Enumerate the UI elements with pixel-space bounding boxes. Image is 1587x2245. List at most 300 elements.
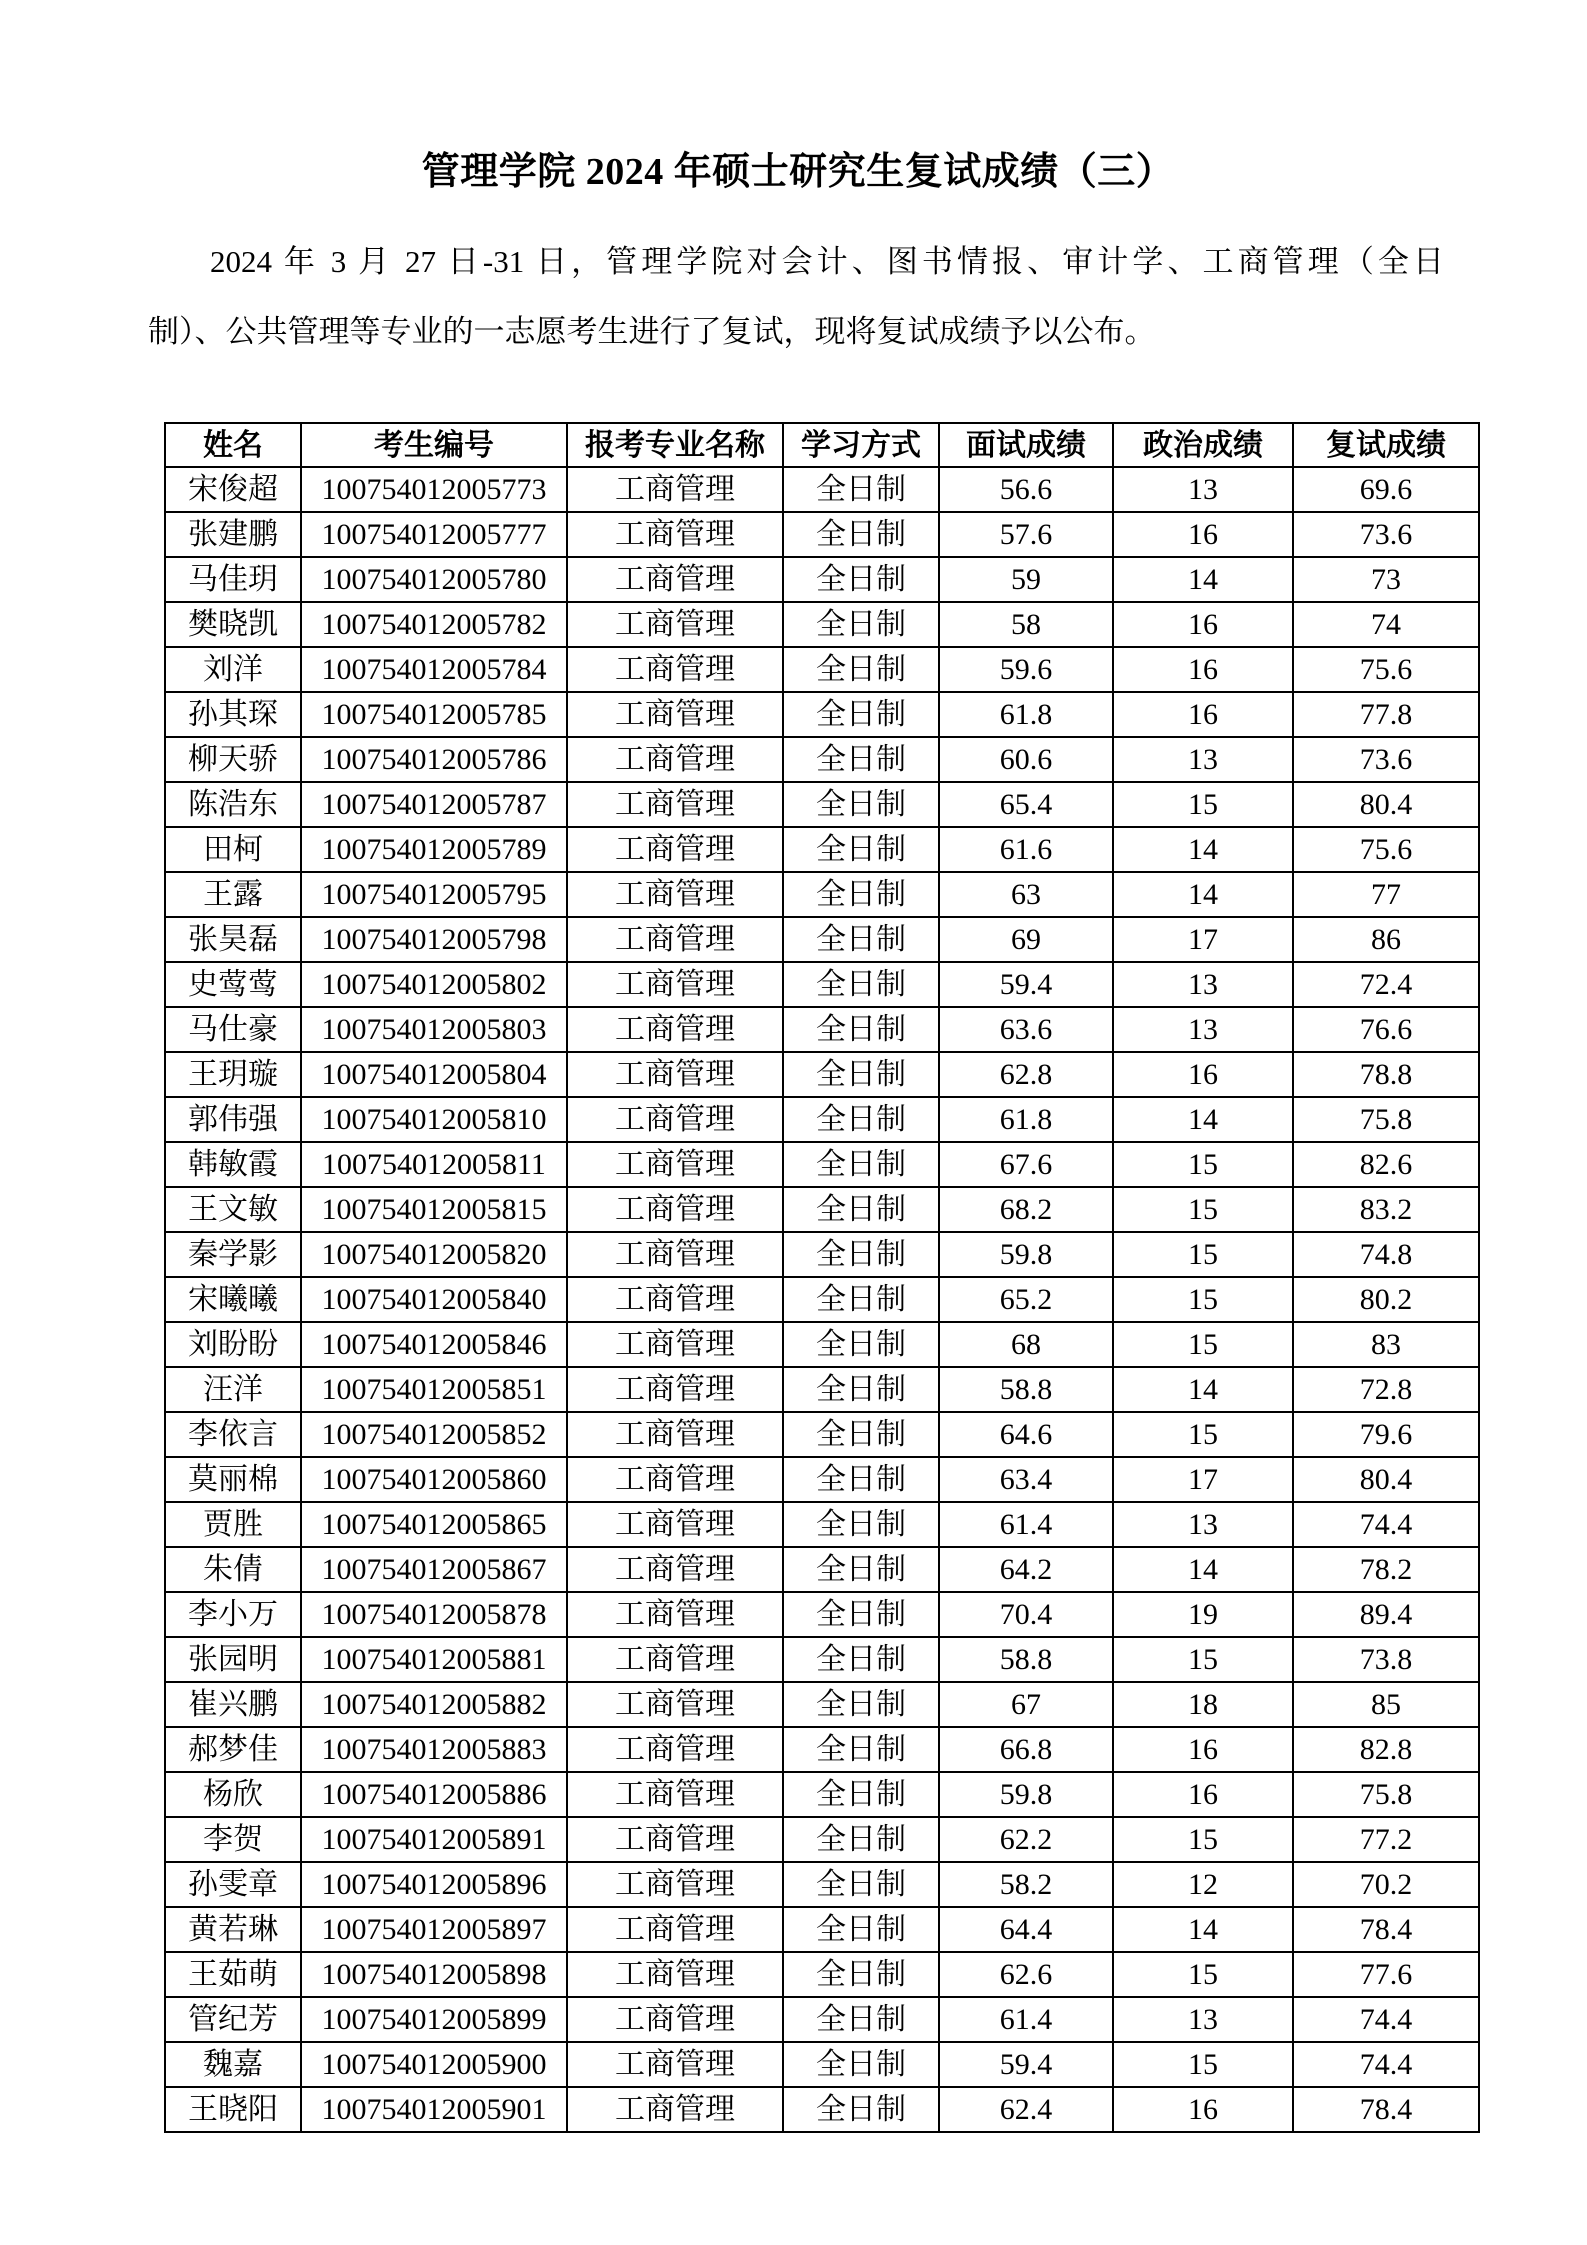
cell-politics-score: 12: [1113, 1862, 1293, 1907]
cell-candidate-id: 100754012005795: [301, 872, 567, 917]
cell-name: 张园明: [165, 1637, 301, 1682]
cell-major: 工商管理: [567, 1592, 783, 1637]
cell-name: 孙其琛: [165, 692, 301, 737]
cell-study-mode: 全日制: [783, 2087, 939, 2132]
cell-candidate-id: 100754012005782: [301, 602, 567, 647]
intro-paragraph: [148, 227, 1444, 367]
cell-study-mode: 全日制: [783, 1367, 939, 1412]
cell-retest-score: 80.4: [1293, 782, 1479, 827]
cell-interview-score: 59.8: [939, 1232, 1113, 1277]
cell-interview-score: 62.2: [939, 1817, 1113, 1862]
cell-study-mode: 全日制: [783, 1142, 939, 1187]
table-row: [165, 782, 1479, 827]
cell-retest-score: 74.4: [1293, 1997, 1479, 2042]
cell-name: 贾胜: [165, 1502, 301, 1547]
table-row: [165, 872, 1479, 917]
cell-study-mode: 全日制: [783, 1997, 939, 2042]
cell-candidate-id: 100754012005865: [301, 1502, 567, 1547]
cell-interview-score: 68.2: [939, 1187, 1113, 1232]
cell-interview-score: 62.6: [939, 1952, 1113, 1997]
cell-name: 张建鹏: [165, 512, 301, 557]
cell-name: 陈浩东: [165, 782, 301, 827]
cell-politics-score: 13: [1113, 1502, 1293, 1547]
table-row: [165, 1592, 1479, 1637]
cell-study-mode: 全日制: [783, 467, 939, 512]
cell-retest-score: 82.6: [1293, 1142, 1479, 1187]
cell-name: 王晓阳: [165, 2087, 301, 2132]
cell-politics-score: 15: [1113, 1277, 1293, 1322]
cell-name: 杨欣: [165, 1772, 301, 1817]
table-row: [165, 917, 1479, 962]
cell-major: 工商管理: [567, 1367, 783, 1412]
cell-interview-score: 62.4: [939, 2087, 1113, 2132]
cell-interview-score: 66.8: [939, 1727, 1113, 1772]
cell-study-mode: 全日制: [783, 1592, 939, 1637]
table-row: [165, 1142, 1479, 1187]
cell-name: 魏嘉: [165, 2042, 301, 2087]
table-row: [165, 1232, 1479, 1277]
cell-major: 工商管理: [567, 962, 783, 1007]
cell-name: 田柯: [165, 827, 301, 872]
cell-interview-score: 67: [939, 1682, 1113, 1727]
cell-name: 王露: [165, 872, 301, 917]
cell-retest-score: 75.8: [1293, 1097, 1479, 1142]
table-row: [165, 1322, 1479, 1367]
cell-name: 莫丽棉: [165, 1457, 301, 1502]
table-row: [165, 1997, 1479, 2042]
cell-name: 孙雯章: [165, 1862, 301, 1907]
cell-candidate-id: 100754012005852: [301, 1412, 567, 1457]
cell-politics-score: 14: [1113, 1547, 1293, 1592]
header-name: 姓名: [165, 423, 301, 467]
cell-interview-score: 64.4: [939, 1907, 1113, 1952]
cell-interview-score: 58: [939, 602, 1113, 647]
cell-major: 工商管理: [567, 557, 783, 602]
cell-candidate-id: 100754012005777: [301, 512, 567, 557]
cell-name: 王茹萌: [165, 1952, 301, 1997]
cell-name: 刘洋: [165, 647, 301, 692]
cell-major: 工商管理: [567, 1862, 783, 1907]
cell-politics-score: 14: [1113, 872, 1293, 917]
cell-interview-score: 61.8: [939, 1097, 1113, 1142]
table-row: [165, 1502, 1479, 1547]
cell-politics-score: 13: [1113, 467, 1293, 512]
table-row: [165, 1772, 1479, 1817]
cell-name: 黄若琳: [165, 1907, 301, 1952]
cell-candidate-id: 100754012005784: [301, 647, 567, 692]
cell-politics-score: 14: [1113, 1097, 1293, 1142]
cell-major: 工商管理: [567, 647, 783, 692]
cell-candidate-id: 100754012005803: [301, 1007, 567, 1052]
cell-study-mode: 全日制: [783, 557, 939, 602]
cell-candidate-id: 100754012005867: [301, 1547, 567, 1592]
cell-study-mode: 全日制: [783, 827, 939, 872]
cell-name: 史莺莺: [165, 962, 301, 1007]
cell-interview-score: 59.4: [939, 2042, 1113, 2087]
cell-interview-score: 58.8: [939, 1367, 1113, 1412]
cell-retest-score: 85: [1293, 1682, 1479, 1727]
cell-study-mode: 全日制: [783, 692, 939, 737]
cell-interview-score: 61.8: [939, 692, 1113, 737]
header-row: [165, 423, 1479, 467]
cell-interview-score: 65.2: [939, 1277, 1113, 1322]
cell-candidate-id: 100754012005891: [301, 1817, 567, 1862]
cell-retest-score: 77.8: [1293, 692, 1479, 737]
cell-study-mode: 全日制: [783, 1547, 939, 1592]
cell-interview-score: 59: [939, 557, 1113, 602]
score-table-header: [165, 423, 1479, 467]
table-row: [165, 647, 1479, 692]
cell-candidate-id: 100754012005786: [301, 737, 567, 782]
cell-candidate-id: 100754012005881: [301, 1637, 567, 1682]
cell-interview-score: 64.2: [939, 1547, 1113, 1592]
cell-retest-score: 77: [1293, 872, 1479, 917]
cell-retest-score: 77.6: [1293, 1952, 1479, 1997]
cell-study-mode: 全日制: [783, 2042, 939, 2087]
cell-name: 管纪芳: [165, 1997, 301, 2042]
cell-interview-score: 62.8: [939, 1052, 1113, 1097]
cell-interview-score: 63: [939, 872, 1113, 917]
cell-major: 工商管理: [567, 1772, 783, 1817]
cell-politics-score: 14: [1113, 1907, 1293, 1952]
table-row: [165, 1367, 1479, 1412]
cell-retest-score: 86: [1293, 917, 1479, 962]
cell-interview-score: 64.6: [939, 1412, 1113, 1457]
header-study-mode: 学习方式: [783, 423, 939, 467]
cell-retest-score: 79.6: [1293, 1412, 1479, 1457]
cell-retest-score: 72.8: [1293, 1367, 1479, 1412]
cell-politics-score: 16: [1113, 692, 1293, 737]
cell-major: 工商管理: [567, 1277, 783, 1322]
cell-interview-score: 65.4: [939, 782, 1113, 827]
cell-politics-score: 15: [1113, 782, 1293, 827]
table-row: [165, 1682, 1479, 1727]
table-row: [165, 1097, 1479, 1142]
cell-candidate-id: 100754012005780: [301, 557, 567, 602]
cell-major: 工商管理: [567, 917, 783, 962]
cell-retest-score: 69.6: [1293, 467, 1479, 512]
table-row: [165, 1457, 1479, 1502]
cell-politics-score: 15: [1113, 1952, 1293, 1997]
cell-study-mode: 全日制: [783, 1637, 939, 1682]
cell-candidate-id: 100754012005898: [301, 1952, 567, 1997]
table-row: [165, 962, 1479, 1007]
cell-retest-score: 83: [1293, 1322, 1479, 1367]
cell-retest-score: 72.4: [1293, 962, 1479, 1007]
cell-candidate-id: 100754012005815: [301, 1187, 567, 1232]
cell-study-mode: 全日制: [783, 1772, 939, 1817]
table-row: [165, 602, 1479, 647]
table-row: [165, 467, 1479, 512]
cell-major: 工商管理: [567, 1052, 783, 1097]
cell-study-mode: 全日制: [783, 1277, 939, 1322]
header-interview-score: 面试成绩: [939, 423, 1113, 467]
cell-name: 李贺: [165, 1817, 301, 1862]
cell-interview-score: 56.6: [939, 467, 1113, 512]
cell-major: 工商管理: [567, 2042, 783, 2087]
cell-study-mode: 全日制: [783, 1817, 939, 1862]
header-major: 报考专业名称: [567, 423, 783, 467]
cell-retest-score: 74.4: [1293, 2042, 1479, 2087]
cell-politics-score: 14: [1113, 557, 1293, 602]
table-row: [165, 737, 1479, 782]
cell-politics-score: 19: [1113, 1592, 1293, 1637]
cell-study-mode: 全日制: [783, 1862, 939, 1907]
cell-candidate-id: 100754012005820: [301, 1232, 567, 1277]
cell-retest-score: 70.2: [1293, 1862, 1479, 1907]
cell-candidate-id: 100754012005896: [301, 1862, 567, 1907]
table-row: [165, 1862, 1479, 1907]
cell-politics-score: 14: [1113, 827, 1293, 872]
cell-retest-score: 73.8: [1293, 1637, 1479, 1682]
cell-politics-score: 13: [1113, 1007, 1293, 1052]
cell-candidate-id: 100754012005811: [301, 1142, 567, 1187]
cell-retest-score: 74: [1293, 602, 1479, 647]
cell-major: 工商管理: [567, 692, 783, 737]
cell-major: 工商管理: [567, 1322, 783, 1367]
page-title: 管理学院 2024 年硕士研究生复试成绩（三）: [421, 151, 1175, 193]
cell-name: 王玥璇: [165, 1052, 301, 1097]
table-row: [165, 827, 1479, 872]
cell-major: 工商管理: [567, 1817, 783, 1862]
cell-politics-score: 17: [1113, 1457, 1293, 1502]
cell-candidate-id: 100754012005787: [301, 782, 567, 827]
cell-retest-score: 78.4: [1293, 1907, 1479, 1952]
table-row: [165, 1007, 1479, 1052]
cell-study-mode: 全日制: [783, 602, 939, 647]
cell-major: 工商管理: [567, 1412, 783, 1457]
cell-interview-score: 61.6: [939, 827, 1113, 872]
cell-politics-score: 15: [1113, 1142, 1293, 1187]
table-row: [165, 1277, 1479, 1322]
cell-study-mode: 全日制: [783, 1682, 939, 1727]
cell-interview-score: 67.6: [939, 1142, 1113, 1187]
cell-interview-score: 59.8: [939, 1772, 1113, 1817]
cell-name: 刘盼盼: [165, 1322, 301, 1367]
cell-major: 工商管理: [567, 1097, 783, 1142]
cell-name: 李小万: [165, 1592, 301, 1637]
cell-major: 工商管理: [567, 1637, 783, 1682]
cell-candidate-id: 100754012005897: [301, 1907, 567, 1952]
cell-retest-score: 83.2: [1293, 1187, 1479, 1232]
cell-study-mode: 全日制: [783, 1232, 939, 1277]
cell-politics-score: 15: [1113, 2042, 1293, 2087]
cell-interview-score: 58.8: [939, 1637, 1113, 1682]
cell-interview-score: 69: [939, 917, 1113, 962]
cell-retest-score: 80.2: [1293, 1277, 1479, 1322]
cell-retest-score: 75.6: [1293, 827, 1479, 872]
cell-name: 宋曦曦: [165, 1277, 301, 1322]
cell-major: 工商管理: [567, 1502, 783, 1547]
intro-line-2: 制）、公共管理等专业的一志愿考生进行了复试，现将复试成绩予以公布。: [148, 314, 1156, 349]
score-table: [164, 422, 1480, 2133]
cell-study-mode: 全日制: [783, 1727, 939, 1772]
cell-name: 崔兴鹏: [165, 1682, 301, 1727]
table-row: [165, 1817, 1479, 1862]
table-row: [165, 1052, 1479, 1097]
cell-politics-score: 16: [1113, 1772, 1293, 1817]
cell-retest-score: 73.6: [1293, 737, 1479, 782]
cell-interview-score: 57.6: [939, 512, 1113, 557]
cell-retest-score: 73.6: [1293, 512, 1479, 557]
cell-retest-score: 74.8: [1293, 1232, 1479, 1277]
cell-politics-score: 15: [1113, 1412, 1293, 1457]
cell-interview-score: 59.4: [939, 962, 1113, 1007]
cell-candidate-id: 100754012005901: [301, 2087, 567, 2132]
cell-retest-score: 80.4: [1293, 1457, 1479, 1502]
header-retest-score: 复试成绩: [1293, 423, 1479, 467]
cell-name: 朱倩: [165, 1547, 301, 1592]
cell-name: 秦学影: [165, 1232, 301, 1277]
cell-politics-score: 14: [1113, 1367, 1293, 1412]
table-row: [165, 1907, 1479, 1952]
cell-name: 宋俊超: [165, 467, 301, 512]
cell-candidate-id: 100754012005785: [301, 692, 567, 737]
cell-study-mode: 全日制: [783, 1097, 939, 1142]
table-row: [165, 512, 1479, 557]
cell-interview-score: 59.6: [939, 647, 1113, 692]
cell-major: 工商管理: [567, 512, 783, 557]
cell-politics-score: 17: [1113, 917, 1293, 962]
cell-name: 马仕豪: [165, 1007, 301, 1052]
cell-interview-score: 61.4: [939, 1997, 1113, 2042]
cell-politics-score: 16: [1113, 1052, 1293, 1097]
cell-interview-score: 68: [939, 1322, 1113, 1367]
cell-retest-score: 78.2: [1293, 1547, 1479, 1592]
cell-retest-score: 82.8: [1293, 1727, 1479, 1772]
cell-study-mode: 全日制: [783, 962, 939, 1007]
cell-interview-score: 58.2: [939, 1862, 1113, 1907]
cell-name: 汪洋: [165, 1367, 301, 1412]
cell-study-mode: 全日制: [783, 1952, 939, 1997]
cell-study-mode: 全日制: [783, 782, 939, 827]
score-table-body: [165, 467, 1479, 2132]
cell-major: 工商管理: [567, 827, 783, 872]
table-row: [165, 2042, 1479, 2087]
cell-politics-score: 16: [1113, 647, 1293, 692]
table-row: [165, 692, 1479, 737]
table-row: [165, 1547, 1479, 1592]
cell-candidate-id: 100754012005804: [301, 1052, 567, 1097]
cell-politics-score: 16: [1113, 1727, 1293, 1772]
cell-candidate-id: 100754012005900: [301, 2042, 567, 2087]
cell-study-mode: 全日制: [783, 1052, 939, 1097]
intro-line-1: 2024 年 3 月 27 日-31 日，管理学院对会计、图书情报、审计学、工商管理（全日: [210, 244, 1444, 279]
cell-major: 工商管理: [567, 782, 783, 827]
cell-politics-score: 13: [1113, 962, 1293, 1007]
cell-major: 工商管理: [567, 2087, 783, 2132]
cell-study-mode: 全日制: [783, 872, 939, 917]
cell-politics-score: 16: [1113, 512, 1293, 557]
cell-study-mode: 全日制: [783, 1007, 939, 1052]
cell-name: 张昊磊: [165, 917, 301, 962]
cell-study-mode: 全日制: [783, 917, 939, 962]
table-row: [165, 2087, 1479, 2132]
cell-interview-score: 70.4: [939, 1592, 1113, 1637]
cell-name: 柳天骄: [165, 737, 301, 782]
cell-politics-score: 15: [1113, 1637, 1293, 1682]
cell-study-mode: 全日制: [783, 512, 939, 557]
cell-retest-score: 89.4: [1293, 1592, 1479, 1637]
cell-major: 工商管理: [567, 602, 783, 647]
cell-politics-score: 13: [1113, 1997, 1293, 2042]
cell-candidate-id: 100754012005846: [301, 1322, 567, 1367]
table-row: [165, 1187, 1479, 1232]
cell-politics-score: 15: [1113, 1322, 1293, 1367]
cell-major: 工商管理: [567, 1547, 783, 1592]
cell-candidate-id: 100754012005899: [301, 1997, 567, 2042]
table-row: [165, 1637, 1479, 1682]
cell-candidate-id: 100754012005773: [301, 467, 567, 512]
cell-study-mode: 全日制: [783, 1322, 939, 1367]
cell-major: 工商管理: [567, 737, 783, 782]
cell-retest-score: 73: [1293, 557, 1479, 602]
cell-candidate-id: 100754012005860: [301, 1457, 567, 1502]
cell-major: 工商管理: [567, 1232, 783, 1277]
cell-major: 工商管理: [567, 1457, 783, 1502]
cell-politics-score: 18: [1113, 1682, 1293, 1727]
cell-study-mode: 全日制: [783, 1457, 939, 1502]
cell-interview-score: 60.6: [939, 737, 1113, 782]
cell-major: 工商管理: [567, 872, 783, 917]
cell-interview-score: 61.4: [939, 1502, 1113, 1547]
cell-major: 工商管理: [567, 467, 783, 512]
cell-retest-score: 78.4: [1293, 2087, 1479, 2132]
cell-major: 工商管理: [567, 1907, 783, 1952]
header-politics-score: 政治成绩: [1113, 423, 1293, 467]
cell-retest-score: 74.4: [1293, 1502, 1479, 1547]
cell-name: 樊晓凯: [165, 602, 301, 647]
cell-politics-score: 13: [1113, 737, 1293, 782]
cell-study-mode: 全日制: [783, 1502, 939, 1547]
cell-candidate-id: 100754012005810: [301, 1097, 567, 1142]
cell-politics-score: 15: [1113, 1232, 1293, 1277]
cell-retest-score: 78.8: [1293, 1052, 1479, 1097]
cell-politics-score: 16: [1113, 602, 1293, 647]
cell-candidate-id: 100754012005886: [301, 1772, 567, 1817]
cell-candidate-id: 100754012005798: [301, 917, 567, 962]
cell-study-mode: 全日制: [783, 1907, 939, 1952]
cell-candidate-id: 100754012005878: [301, 1592, 567, 1637]
cell-retest-score: 75.6: [1293, 647, 1479, 692]
cell-major: 工商管理: [567, 1997, 783, 2042]
cell-major: 工商管理: [567, 1187, 783, 1232]
cell-major: 工商管理: [567, 1682, 783, 1727]
cell-major: 工商管理: [567, 1142, 783, 1187]
cell-study-mode: 全日制: [783, 647, 939, 692]
cell-name: 郭伟强: [165, 1097, 301, 1142]
cell-major: 工商管理: [567, 1727, 783, 1772]
cell-candidate-id: 100754012005802: [301, 962, 567, 1007]
cell-candidate-id: 100754012005883: [301, 1727, 567, 1772]
cell-retest-score: 77.2: [1293, 1817, 1479, 1862]
cell-candidate-id: 100754012005882: [301, 1682, 567, 1727]
cell-study-mode: 全日制: [783, 1412, 939, 1457]
cell-politics-score: 16: [1113, 2087, 1293, 2132]
table-row: [165, 1412, 1479, 1457]
cell-retest-score: 76.6: [1293, 1007, 1479, 1052]
cell-name: 王文敏: [165, 1187, 301, 1232]
table-row: [165, 1727, 1479, 1772]
cell-retest-score: 75.8: [1293, 1772, 1479, 1817]
cell-major: 工商管理: [567, 1952, 783, 1997]
cell-interview-score: 63.6: [939, 1007, 1113, 1052]
cell-politics-score: 15: [1113, 1187, 1293, 1232]
cell-name: 韩敏霞: [165, 1142, 301, 1187]
cell-candidate-id: 100754012005851: [301, 1367, 567, 1412]
cell-politics-score: 15: [1113, 1817, 1293, 1862]
cell-candidate-id: 100754012005840: [301, 1277, 567, 1322]
